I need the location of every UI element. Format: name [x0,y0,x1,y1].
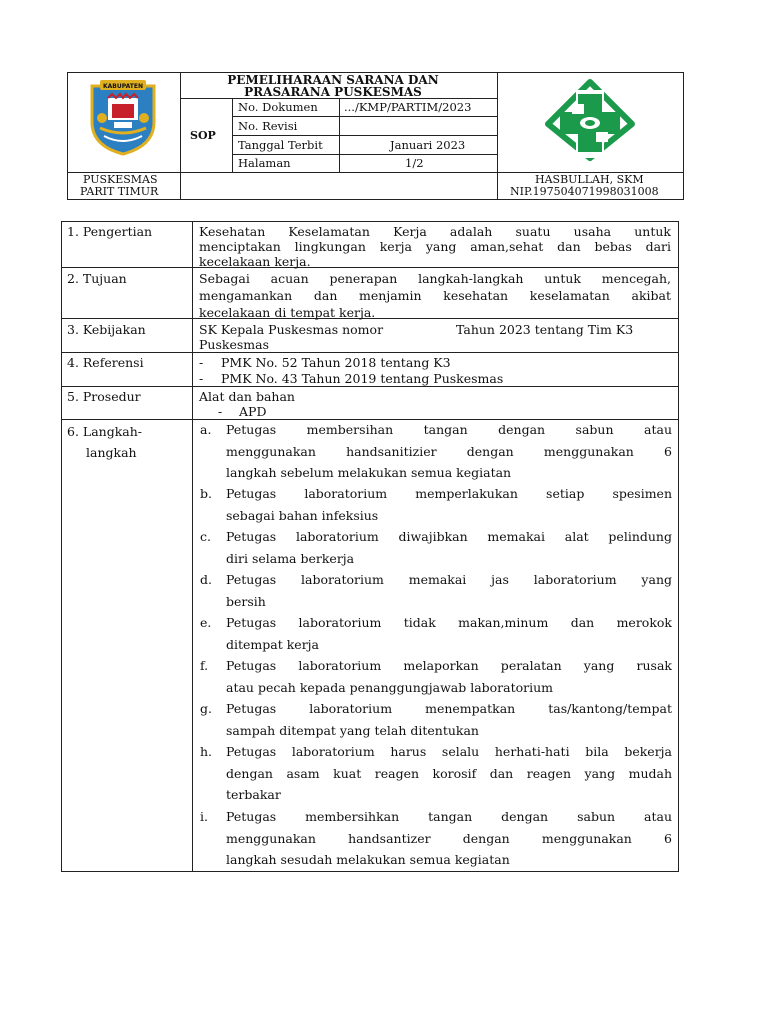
crest-banner-text: KABUPATEN [103,83,143,90]
step-line: langkah sesudah melakukan semua kegiatan [226,852,510,867]
row-label-pengertian: 1. Pengertian [67,224,153,239]
step-line: sampah ditempat yang telah ditentukan [226,722,479,738]
step-line: Petugas laboratorium diwajibkan memakai alat pelindung [226,529,672,544]
step-line: Petugas laboratorium memakai jas laboratorium yang [226,572,672,587]
row-label-kebijakan: 3. Kebijakan [67,322,146,337]
document-title-line2: PRASARANA PUSKESMAS [244,85,422,99]
step-line: Petugas laboratorium harus selalu herhati-hati bila bekerja [226,744,672,759]
step-line: Petugas membersihan tangan dengan sabun atau [226,422,672,437]
signer-name: HASBULLAH, SKM [535,173,644,186]
referensi-item-2: PMK No. 43 Tahun 2019 tentang Puskesmas [221,371,504,386]
step-line: bersih [226,593,266,609]
referensi-dash-1: - [199,355,204,370]
tujuan-line3: kecelakaan di tempat kerja. [199,305,376,320]
step-line: Petugas laboratorium melaporkan peralatan yang rusak [226,658,672,673]
pengertian-line1: Kesehatan Keselamatan Kerja adalah suatu usaha untuk [199,224,671,239]
step-line: ditempat kerja [226,636,319,652]
sop-label: SOP [190,129,216,142]
row-label-langkah-line1: 6. Langkah- [67,424,143,439]
signer-nip: NIP.197504071998031008 [510,185,659,198]
step-letter: i. [200,809,208,824]
prosedur-line1: Alat dan bahan [199,389,295,404]
field-label-no-revisi: No. Revisi [238,119,298,133]
step-letter: f. [200,658,209,673]
step-letter: e. [200,615,212,630]
step-line: atau pecah kepada penanggungjawab laboratorium [226,679,554,695]
field-value-halaman: 1/2 [405,156,424,170]
step-line: Petugas membersihkan tangan dengan sabun atau [226,809,672,824]
tujuan-line2: mengamankan dan menjamin kesehatan keselamatan akibat [199,288,671,303]
field-value-tanggal-terbit: Januari 2023 [390,138,466,152]
row-label-referensi: 4. Referensi [67,355,144,370]
document-title-line1: PEMELIHARAAN SARANA DAN [227,73,439,87]
kebijakan-line1-a: SK Kepala Puskesmas nomor [199,322,384,337]
row-label-langkah-line2: langkah [86,445,137,460]
field-label-tanggal-terbit: Tanggal Terbit [238,138,323,152]
field-label-no-dokumen: No. Dokumen [238,100,318,114]
row-label-prosedur: 5. Prosedur [67,389,141,404]
org-name-line1: PUSKESMAS [83,173,158,186]
regency-crest-logo [86,78,160,156]
field-label-halaman: Halaman [238,156,291,170]
step-line: langkah sebelum melakukan semua kegiatan [226,465,512,480]
step-line: menggunakan handsantizer dengan menggunakan 6 [226,830,672,846]
step-line: sebagai bahan infeksius [226,507,379,523]
step-letter: a. [200,422,212,437]
step-letter: h. [200,744,213,759]
step-line: Petugas laboratorium menempatkan tas/kantong/tempat [226,701,672,716]
referensi-item-1: PMK No. 52 Tahun 2018 tentang K3 [221,355,451,370]
step-line: diri selama berkerja [226,550,355,566]
health-cross-logo [540,76,640,162]
row-label-tujuan: 2. Tujuan [67,271,127,286]
step-line: menggunakan handsanitizier dengan menggunakan 6 [226,443,672,459]
step-letter: d. [200,572,212,587]
kebijakan-line1-b: Tahun 2023 tentang Tim K3 [456,322,634,337]
prosedur-item-apd: APD [239,404,267,419]
tujuan-line1: Sebagai acuan penerapan langkah-langkah untuk mencegah, [199,271,671,286]
step-letter: c. [200,529,211,544]
step-line: Petugas laboratorium tidak makan,minum dan merokok [226,615,672,630]
prosedur-dash: - [218,404,223,419]
pengertian-line3: kecelakaan kerja. [199,254,311,269]
pengertian-line2: menciptakan lingkungan kerja yang aman,sehat dan bebas dari [199,239,671,254]
org-name-line2: PARIT TIMUR [80,185,159,198]
step-letter: b. [200,486,212,501]
step-line: Petugas laboratorium memperlakukan setiap spesimen [226,486,672,501]
step-letter: g. [200,701,212,716]
kebijakan-line2: Puskesmas [199,337,269,352]
referensi-dash-2: - [199,371,204,386]
step-line: dengan asam kuat reagen korosif dan reagen yang mudah [226,765,672,781]
field-value-no-dokumen: .../KMP/PARTIM/2023 [344,100,472,114]
step-line: terbakar [226,787,281,802]
